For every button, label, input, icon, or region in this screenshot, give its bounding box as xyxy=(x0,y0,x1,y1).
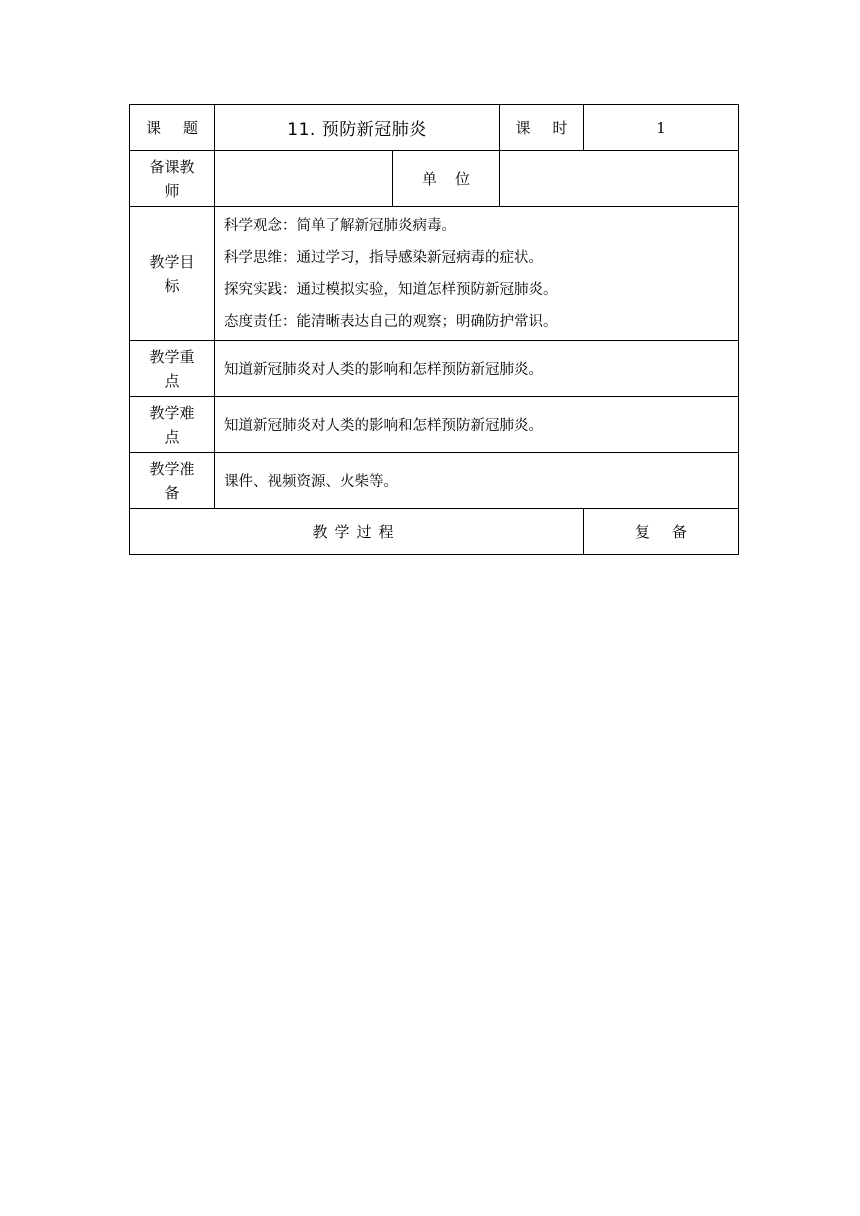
process-label-cell xyxy=(130,509,584,555)
unit-value-cell[interactable] xyxy=(500,151,739,207)
difficulties-label-cell xyxy=(130,397,215,453)
topic-row xyxy=(130,105,739,151)
lesson-title: 11. 预防新冠肺炎 xyxy=(287,120,427,140)
period-label: 课 xyxy=(515,118,531,137)
preparation-label-line2: 备 xyxy=(164,483,180,502)
difficulties-text: 知道新冠肺炎对人类的影响和怎样预防新冠肺炎。 xyxy=(224,418,543,434)
period-label-cell xyxy=(500,105,584,151)
key-points-label-line2: 点 xyxy=(164,371,180,390)
period-value: 1 xyxy=(656,118,666,137)
preparation-row xyxy=(130,453,739,509)
teacher-label-cell xyxy=(130,151,215,207)
difficulties-label-line1: 教学难 xyxy=(149,403,195,422)
difficulties-label-line2: 点 xyxy=(164,427,180,446)
objective-item: 态度责任：能清晰表达自己的观察；明确防护常识。 xyxy=(224,313,558,330)
objective-item: 科学观念：简单了解新冠肺炎病毒。 xyxy=(224,217,456,234)
teacher-row xyxy=(130,151,739,207)
difficulties-row xyxy=(130,397,739,453)
preparation-label-cell xyxy=(130,453,215,509)
review-label-2: 备 xyxy=(672,522,688,541)
key-points-row xyxy=(130,341,739,397)
review-label-cell xyxy=(584,509,739,555)
lesson-title-cell xyxy=(215,105,500,151)
preparation-content-cell xyxy=(215,453,739,509)
key-points-label-line1: 教学重 xyxy=(149,347,195,366)
review-label-1: 复 xyxy=(635,522,651,541)
process-label: 教学过程 xyxy=(312,523,401,541)
teacher-label-line2: 师 xyxy=(164,181,180,200)
lesson-plan-table xyxy=(129,104,739,555)
process-header-row xyxy=(130,509,739,555)
difficulties-content-cell xyxy=(215,397,739,453)
teacher-value-cell[interactable] xyxy=(215,151,393,207)
topic-label-2: 题 xyxy=(183,118,199,137)
preparation-text: 课件、视频资源、火柴等。 xyxy=(224,474,398,490)
objective-item: 科学思维：通过学习，指导感染新冠病毒的症状。 xyxy=(224,249,543,266)
key-points-label-cell xyxy=(130,341,215,397)
period-value-cell xyxy=(584,105,739,151)
preparation-label-line1: 教学准 xyxy=(149,459,195,478)
unit-label-2: 位 xyxy=(455,169,471,188)
topic-label-cell xyxy=(130,105,215,151)
unit-label-cell xyxy=(393,151,500,207)
teacher-label-line1: 备课教 xyxy=(149,157,195,176)
objectives-label-cell xyxy=(130,207,215,341)
key-points-content-cell xyxy=(215,341,739,397)
unit-label: 单 xyxy=(421,169,437,188)
objectives-label-line1: 教学目 xyxy=(149,252,195,271)
topic-label: 课 xyxy=(145,118,161,137)
objective-item: 探究实践：通过模拟实验，知道怎样预防新冠肺炎。 xyxy=(224,281,558,298)
period-label-2: 时 xyxy=(552,118,568,137)
objectives-label-line2: 标 xyxy=(164,276,180,295)
objectives-row xyxy=(130,207,739,341)
key-points-text: 知道新冠肺炎对人类的影响和怎样预防新冠肺炎。 xyxy=(224,362,543,378)
objectives-content-cell xyxy=(215,207,739,341)
